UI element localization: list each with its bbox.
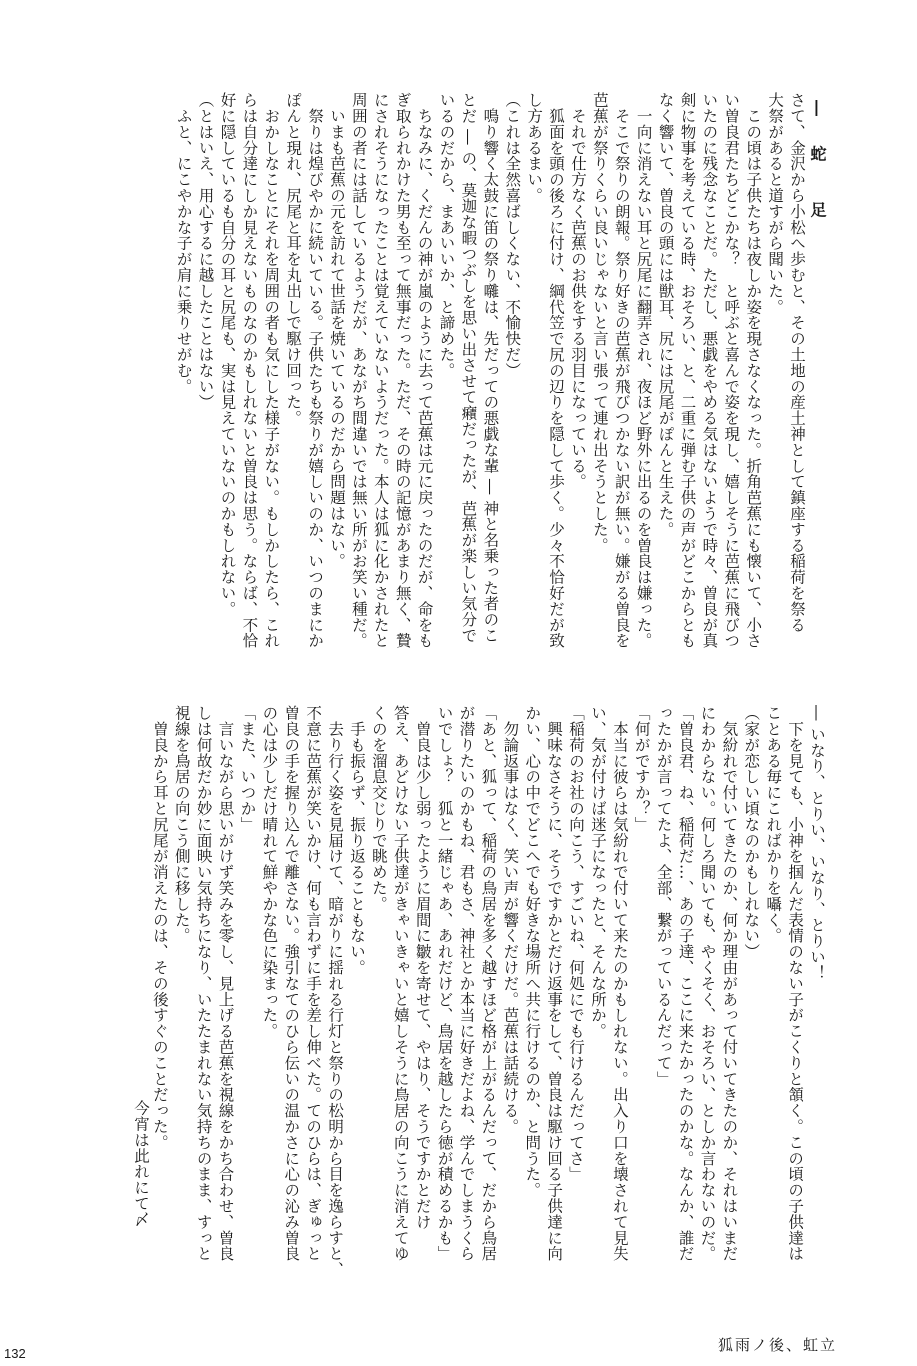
text-line: らは自分達にしか見えないものなのかもしれないと曽良は思う。ならば、不恰 xyxy=(240,92,259,649)
text-line: 曽良から耳と尻尾が消えたのは、その後すぐのことだった。 xyxy=(150,705,169,1151)
text-line: 本当に彼らは気紛れで付いて来たのかもしれない。出入り口を壊されて見失 xyxy=(610,705,629,1262)
author-name: 狐雨ノ後、虹立 xyxy=(717,1336,837,1354)
text-line: 勿論返事はなく、笑い声が響くだけだ。芭蕉は話続ける。 xyxy=(501,705,520,1135)
text-line: 剣に物事を考えている時、おそろい、と、二重に弾む子供の声がどこからとも xyxy=(678,92,697,649)
text-line: いまも芭蕉の元を訪れて世話を焼いているのだから問題はない。 xyxy=(327,92,346,569)
text-line: 芭蕉が祭りくらい良いじゃないと言い張って連れ出そうとした。 xyxy=(590,92,609,554)
text-line: 大祭があると道すがら聞いた。 xyxy=(766,92,785,315)
text-line: 去り行く姿を見届けて、暗がりに揺れる行灯と祭りの松明から目を逸らすと、 xyxy=(326,705,345,1278)
text-line: 周囲の者には話しているようだが、あながち間違いでは無い所がお笑い種だ。 xyxy=(349,92,368,649)
bottom-text-block xyxy=(148,705,827,1320)
text-line: ったかが言ってたよ、全部、繋がっているんだって」 xyxy=(654,705,673,1087)
text-line: い曽良君たちどこかな？ と呼ぶと喜んで姿を現し、嬉しそうに芭蕉に飛びつ xyxy=(722,92,741,649)
signoff-line: 今宵は此れにて〆 xyxy=(132,1100,150,1228)
text-line: ちなみに、くだんの神が嵐のように去って芭蕉は元に戻ったのだが、命をも xyxy=(415,92,434,649)
top-text-block xyxy=(172,92,807,692)
text-line: 好に隠しているも自分の耳と尻尾も、実は見えていないのかもしれない。 xyxy=(218,92,237,617)
text-line: この頃は子供たちは夜しか姿を現さなくなった。折角芭蕉にも懐いて、小さ xyxy=(744,92,763,649)
text-line: さて、金沢から小松へ歩むと、その土地の産土神として鎮座する稲荷を祭る xyxy=(788,92,806,633)
text-line: それで仕方なく芭蕉のお供をする羽目になっている。 xyxy=(568,92,587,490)
text-line: にわからない。何しろ聞いても、やくそく、おそろい、としか言わないのだ。 xyxy=(698,705,717,1262)
text-line: 気紛れで付いてきたのか、何か理由があって付いてきたのか、それはいまだ xyxy=(720,705,739,1262)
text-line: し方あるまい。 xyxy=(525,92,544,204)
text-line: 「あと、狐って、稲荷の鳥居を多く越すほど格が上がるんだって、だから鳥居 xyxy=(479,705,498,1262)
text-line: 視線を鳥居の向こう側に移した。 xyxy=(172,705,191,944)
text-line: 一向に消えない耳と尻尾に翻弄され、夜ほど野外に出るのを曽良は嫌った。 xyxy=(634,92,653,649)
text-line: 狐面を頭の後ろに付け、綱代笠で尻の辺りを隠して歩く。少々不恰好だが致 xyxy=(547,92,566,649)
text-line: 祭りは煌びやかに続いている。子供たちも祭りが嬉しいのか、いつのまにか xyxy=(306,92,325,649)
text-line: 興味なさそうに、そうですかとだけ返事をして、曽良は駆け回る子供達に向 xyxy=(545,705,564,1262)
text-line: 曽良の手を握り込んで離さない。強引なてのひら伝いの温かさに心の沁み曽良 xyxy=(282,705,301,1262)
text-line: 不意に芭蕉が笑いかけ、何も言わずに手を差し伸べた。てのひらは、ぎゅっと xyxy=(304,705,323,1262)
text-line: （家が恋しい頃なのかもしれない） xyxy=(742,705,761,960)
text-line: 「また、いつか」 xyxy=(238,705,257,833)
text-line: 「何がですか？」 xyxy=(632,705,651,833)
page-number: 132 xyxy=(4,1346,26,1361)
text-line: にされそうになったことは覚えていないようだった。本人は狐に化かされたと xyxy=(371,92,390,649)
text-line: いでしょ？ 狐と一緒じゃあ、あれだけど、鳥居を越したら徳が積めるかも」 xyxy=(435,705,454,1262)
text-line: の心は少しだけ晴れて鮮やかな色に染まった。 xyxy=(260,705,279,1039)
story-title: ― 蛇 足 xyxy=(808,100,827,230)
text-line: ぎ取られかけた男も至って無事だった。ただ、その時の記憶があまり無く、贄 xyxy=(393,92,412,649)
text-line: くのを溜息交じりで眺めた。 xyxy=(369,705,388,912)
text-line: い、気が付けば迷子になったと、そんな所か。 xyxy=(588,705,607,1039)
text-line: いるのだから、まあいいか、と諦めた。 xyxy=(437,92,456,379)
text-line: 下を見ても、小神を掴んだ表情のない子がこくりと頷く。この頃の子供達は xyxy=(786,705,805,1262)
text-line: 「稲荷のお社の向こう、すごいね、何処にでも行けるんだってさ」 xyxy=(567,705,586,1182)
text-line: 曽良は少し弱ったように眉間に皺を寄せて、やはり、そうですかとだけ xyxy=(413,705,432,1230)
text-line: しは何故だか妙に面映い気持ちになり、いたたまれない気持ちのまま、すっと xyxy=(194,705,213,1262)
text-line: 「曽良君、ね、稲荷だ…、あの子達、ここに来たかったのかな。なんか、誰だ xyxy=(676,705,695,1262)
text-line: 手も振らず、振り返ることもない。 xyxy=(347,705,366,976)
text-line: ― いなり、とりい、いなり、とりい！ xyxy=(808,705,826,981)
text-line: ふと、にこやかな子が肩に乗りせがむ。 xyxy=(174,92,193,395)
text-line: （とはいえ、用心するに越したことはない） xyxy=(196,92,215,410)
text-line: おかしなことにそれを周囲の者も気にした様子がない。もしかしたら、これ xyxy=(262,92,281,649)
text-line: 答え、あどけない子供達がきゃいきゃいと嬉しそうに鳥居の向こうに消えてゆ xyxy=(391,705,410,1262)
text-line: なく響いて、曽良の頭には獣耳、尻には尻尾がぽんと生えた。 xyxy=(656,92,675,538)
text-line: が潜りたいのかもね、君もさ、神社とか本当に好きだよね、学んでしまうくら xyxy=(457,705,476,1262)
text-line: ぽんと現れ、尻尾と耳を丸出しで駆け回った。 xyxy=(284,92,303,426)
text-line: いたのに残念なことだ。ただし、悪戯をやめる気はないようで時々、曽良が真 xyxy=(700,92,719,649)
text-line: そこで祭りの朗報。祭り好きの芭蕉が飛びつかない訳が無い。嫌がる曽良を xyxy=(612,92,631,649)
text-line: かい、心の中でどこへでも好きな場所へ共に行けるのか、と問うた。 xyxy=(523,705,542,1198)
text-line: 言いながら思いがけず笑みを零し、見上げる芭蕉を視線をかち合わせ、曽良 xyxy=(216,705,235,1262)
text-line: ことある毎にこればかりを囁く。 xyxy=(764,705,783,944)
text-line: （これは全然喜ばしくない、不愉快だ） xyxy=(503,92,522,379)
text-line: とだ ― の、莫迦な暇つぶしを思い出させて癪だったが、芭蕉が楽しい気分で xyxy=(459,92,478,644)
text-line: 鳴り響く太鼓に笛の祭り囃は、先だっての悪戯な輩 ― 神と名乗った者のこ xyxy=(481,92,500,644)
